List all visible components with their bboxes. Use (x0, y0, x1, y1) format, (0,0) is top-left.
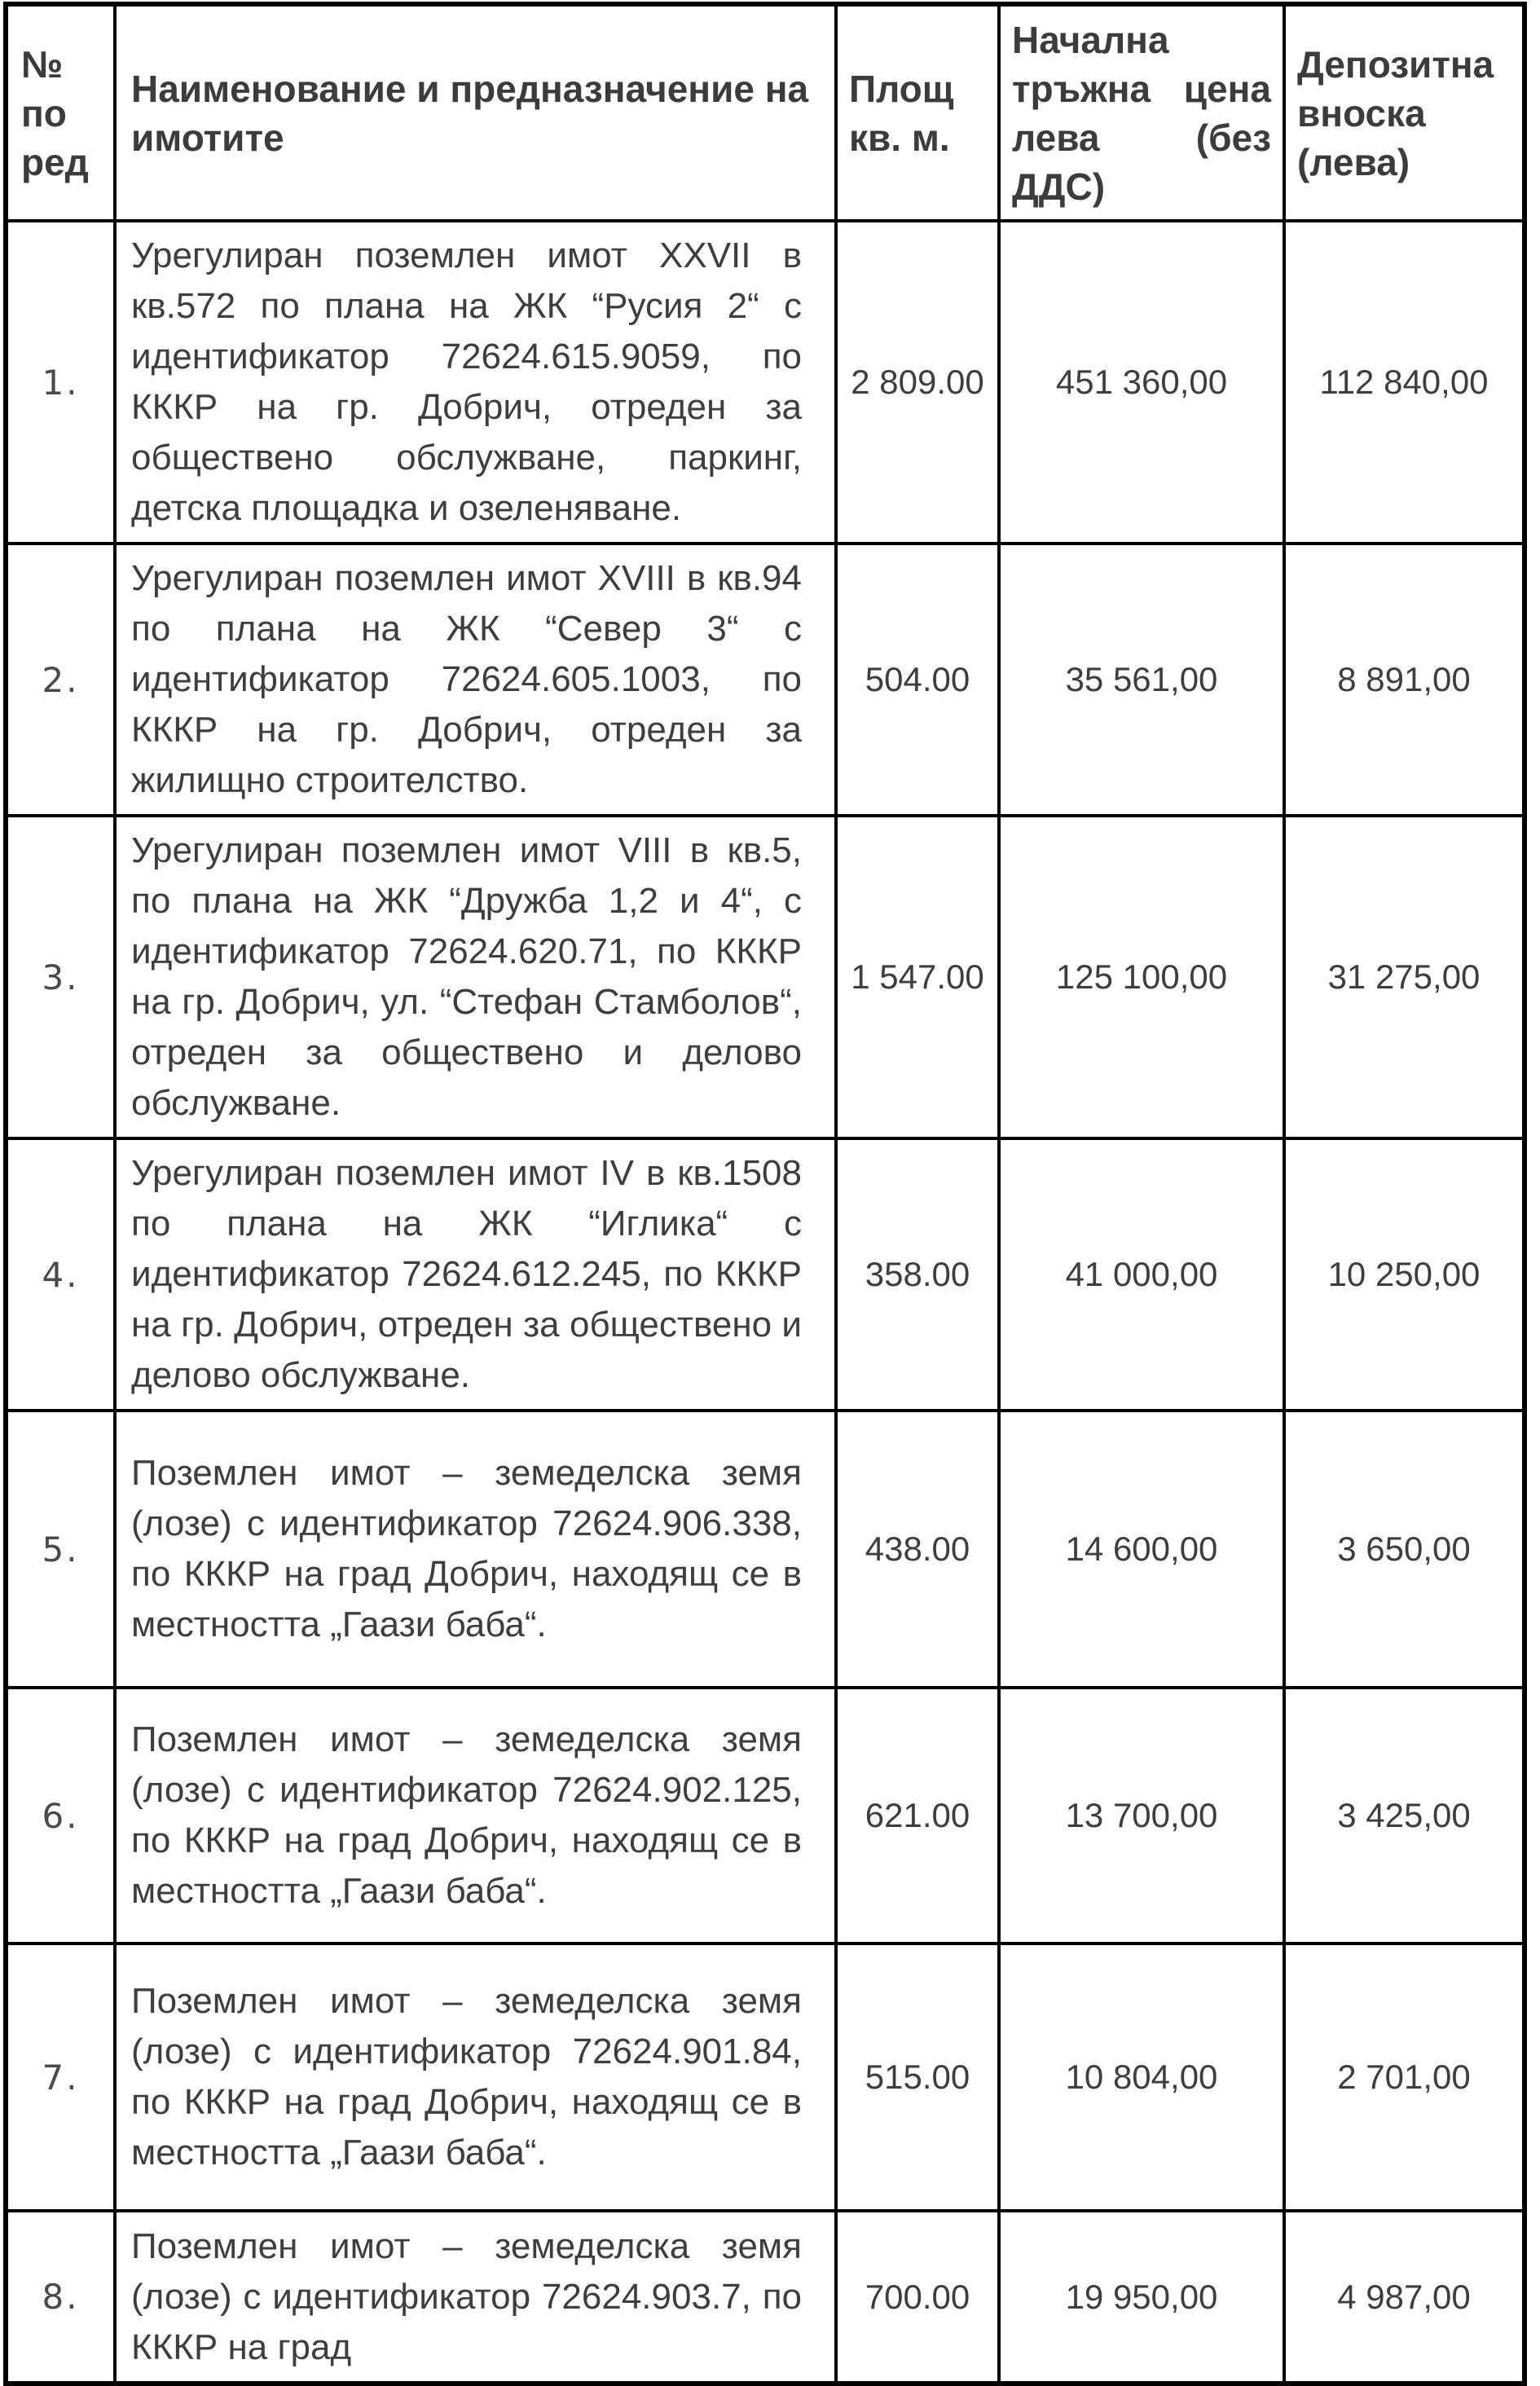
property-description-cell: Поземлен имот – земеделска земя (лозе) с идентификатор 72624.906.338, по КККР на град Добрич, находящ се в местността „Гаази баба“. (115, 1411, 836, 1688)
row-number-cell: 8. (6, 2211, 115, 2384)
table-row (6, 1411, 1525, 1688)
starting-price-cell: 19 950,00 (999, 2211, 1284, 2384)
area-cell: 515.00 (836, 1944, 999, 2211)
deposit-cell: 2 701,00 (1284, 1944, 1525, 2211)
header-property-name: Наименование и предназначение на имотите (115, 4, 836, 221)
property-description-cell: Урегулиран поземлен имот IV в кв.1508 по плана на ЖК “Иглика“ с идентификатор 72624.612.245, по КККР на гр. Добрич, отреден за обществено и делово обслужване. (115, 1138, 836, 1411)
table-row (6, 816, 1525, 1138)
header-row (6, 4, 1525, 221)
starting-price-cell: 14 600,00 (999, 1411, 1284, 1688)
area-cell: 504.00 (836, 544, 999, 816)
table-row (6, 1688, 1525, 1944)
table-row (6, 1944, 1525, 2211)
deposit-cell: 31 275,00 (1284, 816, 1525, 1138)
area-cell: 2 809.00 (836, 221, 999, 544)
table-row (6, 544, 1525, 816)
area-cell: 621.00 (836, 1688, 999, 1944)
property-description-cell: Урегулиран поземлен имот XXVII в кв.572 по плана на ЖК “Русия 2“ с идентификатор 72624.615.9059, по КККР на гр. Добрич, отреден за обществено обслужване, паркинг, детска площадка и озеленяване. (115, 221, 836, 544)
properties-auction-table (3, 2, 1527, 2386)
property-description-cell: Урегулиран поземлен имот VIII в кв.5, по плана на ЖК “Дружба 1,2 и 4“, с идентификатор 72624.620.71, по КККР на гр. Добрич, ул. “Стефан Стамболов“, отреден за обществено и делово обслужване. (115, 816, 836, 1138)
row-number-cell: 2. (6, 544, 115, 816)
header-starting-price: Начална тръжна цена лева (без ДДС) (999, 4, 1284, 221)
starting-price-cell: 41 000,00 (999, 1138, 1284, 1411)
property-description-cell: Поземлен имот – земеделска земя (лозе) с идентификатор 72624.903.7, по КККР на град (115, 2211, 836, 2384)
deposit-cell: 3 425,00 (1284, 1688, 1525, 1944)
deposit-cell: 10 250,00 (1284, 1138, 1525, 1411)
header-deposit: Депозитна вноска (лева) (1284, 4, 1525, 221)
starting-price-cell: 35 561,00 (999, 544, 1284, 816)
row-number-cell: 3. (6, 816, 115, 1138)
starting-price-cell: 13 700,00 (999, 1688, 1284, 1944)
starting-price-cell: 125 100,00 (999, 816, 1284, 1138)
deposit-cell: 8 891,00 (1284, 544, 1525, 816)
row-number-cell: 5. (6, 1411, 115, 1688)
deposit-cell: 4 987,00 (1284, 2211, 1525, 2384)
table-row (6, 1138, 1525, 1411)
deposit-cell: 3 650,00 (1284, 1411, 1525, 1688)
area-cell: 438.00 (836, 1411, 999, 1688)
property-description-cell: Поземлен имот – земеделска земя (лозе) с идентификатор 72624.901.84, по КККР на град Добрич, находящ се в местността „Гаази баба“. (115, 1944, 836, 2211)
header-area: Площ кв. м. (836, 4, 999, 221)
starting-price-cell: 10 804,00 (999, 1944, 1284, 2211)
area-cell: 1 547.00 (836, 816, 999, 1138)
row-number-cell: 4. (6, 1138, 115, 1411)
table-row (6, 2211, 1525, 2384)
property-description-cell: Поземлен имот – земеделска земя (лозе) с идентификатор 72624.902.125, по КККР на град Добрич, находящ се в местността „Гаази баба“. (115, 1688, 836, 1944)
row-number-cell: 7. (6, 1944, 115, 2211)
starting-price-cell: 451 360,00 (999, 221, 1284, 544)
property-description-cell: Урегулиран поземлен имот XVIII в кв.94 по плана на ЖК “Север 3“ с идентификатор 72624.605.1003, по КККР на гр. Добрич, отреден за жилищно строителство. (115, 544, 836, 816)
row-number-cell: 1. (6, 221, 115, 544)
header-row-number: № по ред (6, 4, 115, 221)
area-cell: 700.00 (836, 2211, 999, 2384)
table-row (6, 221, 1525, 544)
deposit-cell: 112 840,00 (1284, 221, 1525, 544)
area-cell: 358.00 (836, 1138, 999, 1411)
row-number-cell: 6. (6, 1688, 115, 1944)
